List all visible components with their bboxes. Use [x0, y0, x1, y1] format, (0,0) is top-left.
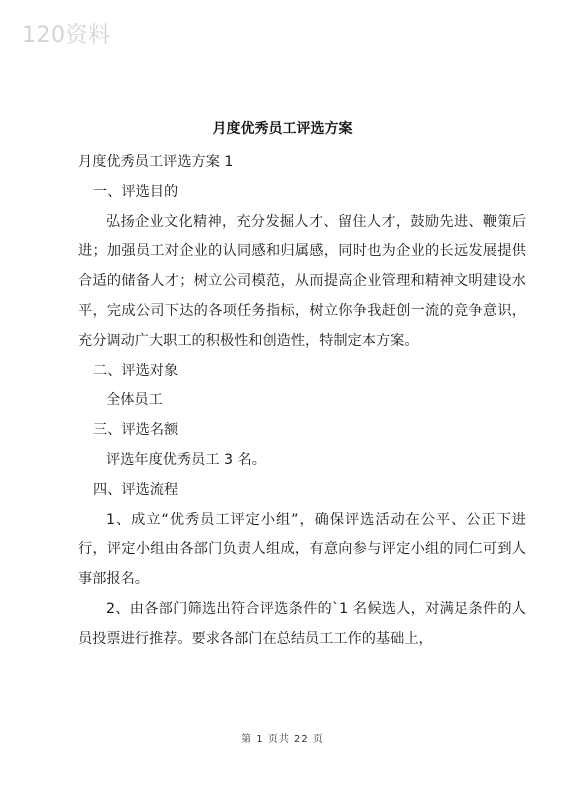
paragraph-process-step-2: 2、由各部门筛选出符合评选条件的`1 名候选人，对满足条件的人员投票进行推荐。要求各部门在总结员工工作的基础上， [78, 600, 526, 647]
paragraph-target: 全体员工 [106, 392, 163, 409]
section-heading-process: 四、评选流程 [93, 481, 179, 498]
paragraph-quota: 评选年度优秀员工 3 名。 [106, 451, 266, 468]
watermark: 120资料 [22, 23, 111, 48]
paragraph-process-step-1: 1、成立“优秀员工评定小组”，确保评选活动在公平、公正下进行，评定小组由各部门负责人组成，有意向参与评定小组的同仁可到人事部报名。 [78, 511, 526, 588]
document-title: 月度优秀员工评选方案 [212, 121, 353, 137]
section-heading-plan-1: 月度优秀员工评选方案 1 [78, 154, 234, 170]
document-body [78, 148, 526, 655]
paragraph-purpose: 弘扬企业文化精神，充分发掘人才、留住人才，鼓励先进、鞭策后进；加强员工对企业的认同感和归属感，同时也为企业的长远发展提供合适的储备人才；树立公司模范，从而提高企业管理和精神文明建设水平，完成公司下达的各项任务指标，树立你争我赶创一流的竞争意识，充分调动广大职工的积极性和创造性，特制定本方案。 [78, 213, 526, 349]
section-heading-target: 二、评选对象 [93, 362, 179, 379]
section-heading-quota: 三、评选名额 [93, 422, 179, 439]
page-number-footer: 第 1 页共 22 页 [241, 734, 324, 745]
section-heading-purpose: 一、评选目的 [93, 183, 179, 200]
